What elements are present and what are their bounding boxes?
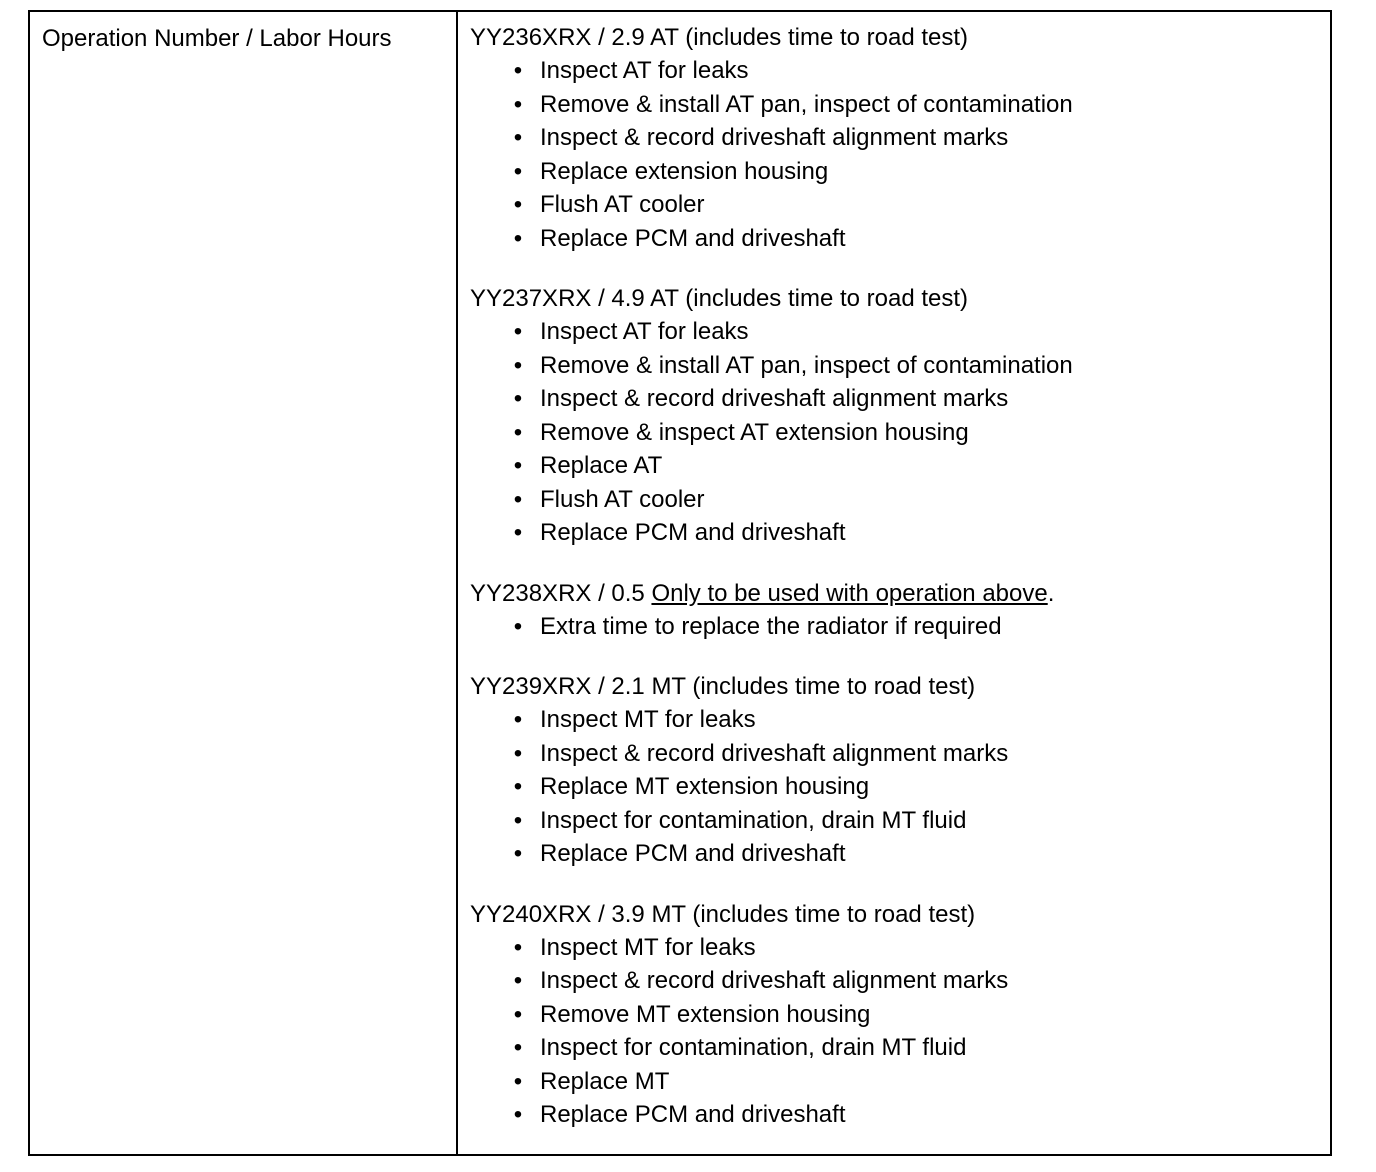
list-item-text: Inspect AT for leaks	[540, 318, 749, 345]
bullet-icon: •	[513, 318, 523, 345]
list-item	[470, 610, 1320, 644]
list-item-text: Replace PCM and driveshaft	[540, 840, 846, 867]
operation-item-list	[470, 931, 1320, 1132]
bullet-icon: •	[513, 1067, 523, 1095]
list-item	[470, 483, 1320, 517]
list-item	[470, 804, 1320, 838]
bullet-icon: •	[513, 739, 523, 767]
bullet-icon: •	[513, 418, 523, 446]
list-item-text: Remove & inspect AT extension housing	[540, 418, 969, 446]
list-item	[470, 703, 1320, 737]
list-item-text: Extra time to replace the radiator if required	[540, 612, 1002, 640]
list-item	[470, 416, 1320, 450]
list-item	[470, 1031, 1320, 1065]
list-item	[470, 382, 1320, 416]
operation-block	[470, 22, 1320, 255]
list-item	[470, 349, 1320, 383]
bullet-icon: •	[513, 385, 523, 412]
list-item-text: Flush AT cooler	[540, 191, 705, 218]
list-item	[470, 516, 1320, 550]
bullet-icon: •	[513, 57, 523, 84]
list-item-text: Replace MT extension housing	[540, 773, 870, 800]
bullet-icon: •	[513, 519, 523, 546]
list-item-text: Inspect & record driveshaft alignment marks	[540, 124, 1009, 151]
bullet-icon: •	[513, 1000, 523, 1028]
bullet-icon: •	[513, 806, 523, 834]
list-item	[470, 1098, 1320, 1132]
list-item	[470, 770, 1320, 804]
list-item	[470, 837, 1320, 871]
list-item	[470, 315, 1320, 349]
operation-block	[470, 578, 1320, 644]
list-item-text: Replace PCM and driveshaft	[540, 1101, 846, 1128]
list-item	[470, 222, 1320, 256]
operation-item-list	[470, 610, 1320, 644]
operation-header: YY237XRX / 4.9 AT (includes time to road test)	[470, 285, 969, 312]
operation-block	[470, 283, 1320, 550]
bullet-icon: •	[513, 191, 523, 218]
operation-header: YY239XRX / 2.1 MT (includes time to road test)	[470, 673, 976, 700]
list-item	[470, 54, 1320, 88]
bullet-icon: •	[513, 124, 523, 151]
column-divider	[456, 12, 458, 1154]
bullet-icon: •	[513, 773, 523, 800]
operation-block	[470, 671, 1320, 871]
operation-item-list	[470, 54, 1320, 255]
bullet-icon: •	[513, 706, 523, 733]
list-item-text: Remove & install AT pan, inspect of contamination	[540, 351, 1073, 379]
list-item	[470, 931, 1320, 965]
bullet-icon: •	[513, 967, 523, 994]
bullet-icon: •	[513, 452, 523, 479]
bullet-icon: •	[513, 90, 523, 118]
operation-header-note: Only to be used with operation above	[651, 579, 1048, 607]
bullet-icon: •	[513, 840, 523, 867]
operation-header	[470, 578, 1320, 610]
operation-header: YY236XRX / 2.9 AT (includes time to road test)	[470, 24, 969, 51]
list-item-text: Replace extension housing	[540, 157, 829, 185]
list-item	[470, 449, 1320, 483]
list-item-text: Inspect for contamination, drain MT fluid	[540, 1034, 967, 1061]
list-item-text: Remove & install AT pan, inspect of contamination	[540, 90, 1073, 118]
list-item	[470, 737, 1320, 771]
list-item-text: Replace AT	[540, 452, 663, 479]
bullet-icon: •	[513, 485, 523, 513]
list-item	[470, 998, 1320, 1032]
operation-header-prefix: YY238XRX / 0.5	[470, 579, 652, 607]
operations-cell	[470, 22, 1320, 1160]
list-item	[470, 964, 1320, 998]
list-item	[470, 188, 1320, 222]
list-item-text: Replace PCM and driveshaft	[540, 224, 846, 252]
operation-block	[470, 899, 1320, 1132]
list-item-text: Replace PCM and driveshaft	[540, 519, 846, 546]
list-item-text: Inspect & record driveshaft alignment marks	[540, 739, 1009, 767]
list-item	[470, 88, 1320, 122]
bullet-icon: •	[513, 224, 523, 252]
list-item	[470, 121, 1320, 155]
list-item-text: Inspect & record driveshaft alignment marks	[540, 967, 1009, 994]
list-item-text: Inspect for contamination, drain MT fluid	[540, 806, 967, 834]
list-item-text: Inspect MT for leaks	[540, 706, 756, 733]
bullet-icon: •	[513, 351, 523, 379]
bullet-icon: •	[513, 1101, 523, 1128]
list-item-text: Inspect MT for leaks	[540, 933, 756, 961]
list-item	[470, 1065, 1320, 1099]
list-item	[470, 155, 1320, 189]
operation-header-suffix: .	[1047, 579, 1055, 607]
bullet-icon: •	[513, 1034, 523, 1061]
operation-header: YY240XRX / 3.9 MT (includes time to road test)	[470, 900, 976, 928]
bullet-icon: •	[513, 612, 523, 640]
operation-item-list	[470, 315, 1320, 550]
list-item-text: Remove MT extension housing	[540, 1000, 871, 1028]
label-cell: Operation Number / Labor Hours	[42, 25, 392, 52]
bullet-icon: •	[513, 157, 523, 185]
list-item-text: Inspect AT for leaks	[540, 57, 749, 84]
operation-item-list	[470, 703, 1320, 871]
operations-table	[28, 10, 1332, 1156]
bullet-icon: •	[513, 933, 523, 961]
list-item-text: Flush AT cooler	[540, 485, 705, 513]
list-item-text: Inspect & record driveshaft alignment marks	[540, 385, 1009, 412]
list-item-text: Replace MT	[540, 1067, 670, 1095]
